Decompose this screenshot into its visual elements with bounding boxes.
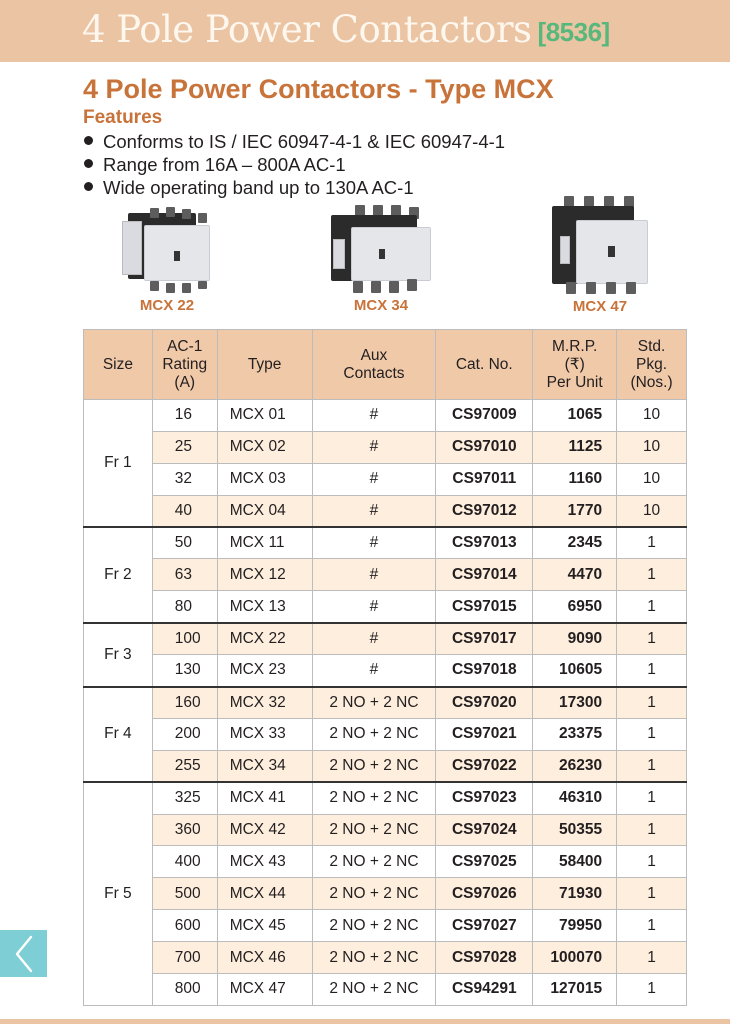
product-label: MCX 22 [139, 297, 195, 314]
table-row [84, 559, 687, 591]
cell-type: MCX 47 [217, 974, 312, 1006]
header-cat-no: Cat. No. [436, 330, 533, 400]
cell-pkg: 10 [617, 495, 687, 527]
banner-title [82, 8, 610, 51]
cell-cat: CS97018 [436, 655, 533, 687]
cell-rating: 32 [152, 463, 217, 495]
cell-rating: 63 [152, 559, 217, 591]
cell-type: MCX 23 [217, 655, 312, 687]
table-row [84, 974, 687, 1006]
page-title: 4 Pole Power Contactors - Type MCX [83, 74, 554, 104]
banner-title-text: 4 Pole Power Contactors [82, 8, 532, 51]
cell-mrp: 50355 [533, 814, 617, 846]
cell-cat: CS97009 [436, 400, 533, 432]
cell-size: Fr 3 [84, 623, 153, 687]
table-row [84, 910, 687, 942]
table-row [84, 782, 687, 814]
bullet-icon [84, 159, 93, 168]
cell-rating: 200 [152, 718, 217, 750]
cell-rating: 700 [152, 942, 217, 974]
cell-aux: # [312, 591, 436, 623]
cell-pkg: 10 [617, 400, 687, 432]
cell-type: MCX 32 [217, 687, 312, 719]
feature-item [84, 130, 505, 153]
cell-mrp: 79950 [533, 910, 617, 942]
cell-aux: # [312, 655, 436, 687]
cell-mrp: 1770 [533, 495, 617, 527]
cell-rating: 360 [152, 814, 217, 846]
cell-pkg: 1 [617, 974, 687, 1006]
cell-cat: CS97013 [436, 527, 533, 559]
cell-pkg: 1 [617, 910, 687, 942]
table-header-row [84, 330, 687, 400]
features-list [84, 130, 505, 199]
cell-mrp: 9090 [533, 623, 617, 655]
cell-cat: CS97020 [436, 687, 533, 719]
cell-rating: 50 [152, 527, 217, 559]
cell-mrp: 58400 [533, 846, 617, 878]
cell-aux: 2 NO + 2 NC [312, 846, 436, 878]
cell-cat: CS97015 [436, 591, 533, 623]
cell-rating: 255 [152, 750, 217, 782]
cell-aux: 2 NO + 2 NC [312, 974, 436, 1006]
cell-cat: CS97010 [436, 431, 533, 463]
cell-pkg: 1 [617, 527, 687, 559]
cell-type: MCX 45 [217, 910, 312, 942]
cell-size: Fr 2 [84, 527, 153, 623]
cell-pkg: 1 [617, 687, 687, 719]
cell-cat: CS97023 [436, 782, 533, 814]
page-banner [0, 0, 730, 62]
cell-aux: # [312, 400, 436, 432]
table-row [84, 527, 687, 559]
cell-type: MCX 43 [217, 846, 312, 878]
header-rating: AC-1 Rating (A) [152, 330, 217, 400]
cell-rating: 325 [152, 782, 217, 814]
header-type: Type [217, 330, 312, 400]
contactor-image [548, 196, 652, 294]
cell-rating: 16 [152, 400, 217, 432]
cell-mrp: 127015 [533, 974, 617, 1006]
table-row [84, 878, 687, 910]
cell-aux: # [312, 431, 436, 463]
cell-pkg: 1 [617, 655, 687, 687]
cell-type: MCX 46 [217, 942, 312, 974]
banner-code: [8536] [537, 17, 610, 47]
cell-type: MCX 02 [217, 431, 312, 463]
cell-mrp: 100070 [533, 942, 617, 974]
table-row [84, 718, 687, 750]
cell-mrp: 4470 [533, 559, 617, 591]
cell-cat: CS97025 [436, 846, 533, 878]
product-mcx-22 [108, 203, 226, 314]
cell-aux: 2 NO + 2 NC [312, 782, 436, 814]
cell-aux: 2 NO + 2 NC [312, 878, 436, 910]
cell-pkg: 1 [617, 623, 687, 655]
feature-text: Conforms to IS / IEC 60947-4-1 & IEC 60947-4-1 [103, 131, 506, 152]
cell-cat: CS94291 [436, 974, 533, 1006]
cell-rating: 80 [152, 591, 217, 623]
cell-aux: 2 NO + 2 NC [312, 910, 436, 942]
cell-mrp: 6950 [533, 591, 617, 623]
cell-type: MCX 03 [217, 463, 312, 495]
cell-type: MCX 04 [217, 495, 312, 527]
table-row [84, 400, 687, 432]
cell-type: MCX 13 [217, 591, 312, 623]
cell-mrp: 46310 [533, 782, 617, 814]
contactor-image [327, 203, 435, 293]
table-row [84, 814, 687, 846]
cell-type: MCX 42 [217, 814, 312, 846]
cell-mrp: 2345 [533, 527, 617, 559]
cell-pkg: 1 [617, 559, 687, 591]
cell-aux: # [312, 559, 436, 591]
cell-cat: CS97014 [436, 559, 533, 591]
cell-cat: CS97026 [436, 878, 533, 910]
product-mcx-34 [322, 203, 440, 314]
chevron-left-icon [13, 934, 35, 974]
cell-aux: # [312, 463, 436, 495]
table-row [84, 431, 687, 463]
cell-type: MCX 33 [217, 718, 312, 750]
cell-rating: 160 [152, 687, 217, 719]
cell-rating: 600 [152, 910, 217, 942]
cell-rating: 500 [152, 878, 217, 910]
table-row [84, 687, 687, 719]
table-row [84, 846, 687, 878]
cell-pkg: 1 [617, 846, 687, 878]
cell-pkg: 1 [617, 718, 687, 750]
cell-mrp: 17300 [533, 687, 617, 719]
cell-type: MCX 01 [217, 400, 312, 432]
cell-mrp: 71930 [533, 878, 617, 910]
cell-mrp: 23375 [533, 718, 617, 750]
cell-pkg: 1 [617, 814, 687, 846]
cell-cat: CS97028 [436, 942, 533, 974]
feature-text: Wide operating band up to 130A AC-1 [103, 177, 414, 198]
cell-rating: 40 [152, 495, 217, 527]
table-row [84, 750, 687, 782]
cell-pkg: 1 [617, 591, 687, 623]
feature-text: Range from 16A – 800A AC-1 [103, 154, 346, 175]
features-heading: Features [83, 107, 163, 128]
cell-pkg: 10 [617, 431, 687, 463]
cell-rating: 400 [152, 846, 217, 878]
back-button[interactable] [0, 930, 47, 977]
cell-rating: 130 [152, 655, 217, 687]
cell-rating: 25 [152, 431, 217, 463]
cell-pkg: 1 [617, 942, 687, 974]
bottom-bar [0, 1019, 730, 1024]
cell-cat: CS97017 [436, 623, 533, 655]
cell-aux: 2 NO + 2 NC [312, 750, 436, 782]
cell-mrp: 1160 [533, 463, 617, 495]
table-row [84, 463, 687, 495]
cell-cat: CS97012 [436, 495, 533, 527]
cell-aux: # [312, 495, 436, 527]
cell-pkg: 1 [617, 750, 687, 782]
header-mrp: M.R.P. (₹) Per Unit [533, 330, 617, 400]
cell-pkg: 1 [617, 782, 687, 814]
cell-type: MCX 22 [217, 623, 312, 655]
cell-mrp: 10605 [533, 655, 617, 687]
cell-aux: 2 NO + 2 NC [312, 687, 436, 719]
cell-pkg: 10 [617, 463, 687, 495]
table-row [84, 495, 687, 527]
cell-pkg: 1 [617, 878, 687, 910]
product-label: MCX 47 [572, 298, 628, 315]
table-row [84, 942, 687, 974]
cell-aux: 2 NO + 2 NC [312, 718, 436, 750]
cell-aux: # [312, 623, 436, 655]
cell-rating: 100 [152, 623, 217, 655]
table-row [84, 591, 687, 623]
cell-mrp: 26230 [533, 750, 617, 782]
cell-cat: CS97027 [436, 910, 533, 942]
cell-size: Fr 1 [84, 400, 153, 528]
cell-mrp: 1125 [533, 431, 617, 463]
header-size: Size [84, 330, 153, 400]
header-std-pkg: Std. Pkg. (Nos.) [617, 330, 687, 400]
cell-type: MCX 11 [217, 527, 312, 559]
bullet-icon [84, 136, 93, 145]
cell-type: MCX 41 [217, 782, 312, 814]
cell-cat: CS97021 [436, 718, 533, 750]
cell-size: Fr 4 [84, 687, 153, 783]
cell-cat: CS97024 [436, 814, 533, 846]
cell-rating: 800 [152, 974, 217, 1006]
product-mcx-47 [541, 196, 659, 315]
cell-cat: CS97011 [436, 463, 533, 495]
cell-aux: # [312, 527, 436, 559]
cell-type: MCX 44 [217, 878, 312, 910]
product-label: MCX 34 [353, 297, 409, 314]
spec-table [83, 329, 687, 1006]
cell-mrp: 1065 [533, 400, 617, 432]
feature-item [84, 176, 505, 199]
cell-size: Fr 5 [84, 782, 153, 1005]
cell-aux: 2 NO + 2 NC [312, 814, 436, 846]
cell-type: MCX 12 [217, 559, 312, 591]
cell-cat: CS97022 [436, 750, 533, 782]
bullet-icon [84, 182, 93, 191]
cell-type: MCX 34 [217, 750, 312, 782]
cell-aux: 2 NO + 2 NC [312, 942, 436, 974]
table-row [84, 623, 687, 655]
table-row [84, 655, 687, 687]
feature-item [84, 153, 505, 176]
contactor-image [116, 203, 218, 293]
header-aux-contacts: Aux Contacts [312, 330, 436, 400]
